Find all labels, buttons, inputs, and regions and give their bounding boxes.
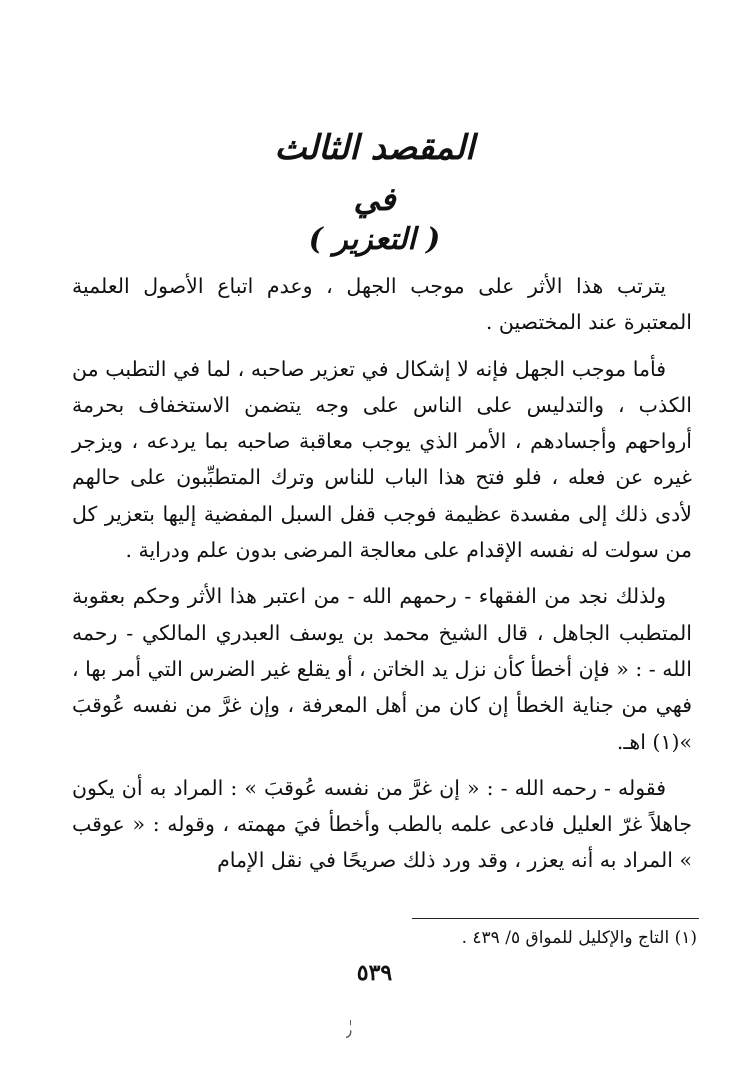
footnote: (١) التاج والإكليل للمواق ٥/ ٤٣٩ . [461,928,697,948]
section-heading: المقصد الثالث [274,128,475,168]
section-heading-preposition: في [353,180,396,218]
section-heading-topic: ( التعزير ) [308,222,441,257]
footnote-separator [412,918,699,919]
paragraph: فقوله - رحمه الله - : « إن غرَّ من نفسه عُوقبَ » : المراد به أن يكون جاهلاً غرّ العليل فادعى علمه بالطب وأخطأ فيَ مهمته ، وقوله : « عوقب » المراد به أنه يعزر ، وقد ورد ذلك صريحًا في نقل الإمام [72,775,692,873]
body-text [72,268,692,889]
scan-mark: ٫ٰ [346,1020,352,1041]
page-number: ٥٣٩ [356,960,393,986]
paragraph: يترتب هذا الأثر على موجب الجهل ، وعدم اتباع الأصول العلمية المعتبرة عند المختصين . [72,274,692,335]
paragraph: ولذلك نجد من الفقهاء - رحمهم الله - من اعتبر هذا الأثر وحكم بعقوبة المتطبب الجاهل ، قال الشيخ محمد بن يوسف العبدري المالكي - رحمه الله - : « فإن أخطأ كأن نزل يد الخاتن ، أو يقلع غير الضرس التي أمر بها ، فهي من جناية الخطأ إن كان من أهل المعرفة ، وإن غرَّ من نفسه عُوقبَ »(١) اهـ. [72,584,692,754]
paragraph: فأما موجب الجهل فإنه لا إشكال في تعزير صاحبه ، لما في التطبب من الكذب ، والتدليس على الناس على وجه يتضمن الاستخفاف بحرمة أرواحهم وأجسادهم ، الأمر الذي يوجب معاقبة صاحبه بما يردعه ، ويزجر غيره عن فعله ، فلو فتح هذا الباب للناس وترك المتطبِّبون على حالهم لأدى ذلك إلى مفسدة عظيمة فوجب قفل السبل المفضية إليها بتعزير كل من سولت له نفسه الإقدام على معالجة المرضى بدون علم ودراية . [72,356,692,563]
